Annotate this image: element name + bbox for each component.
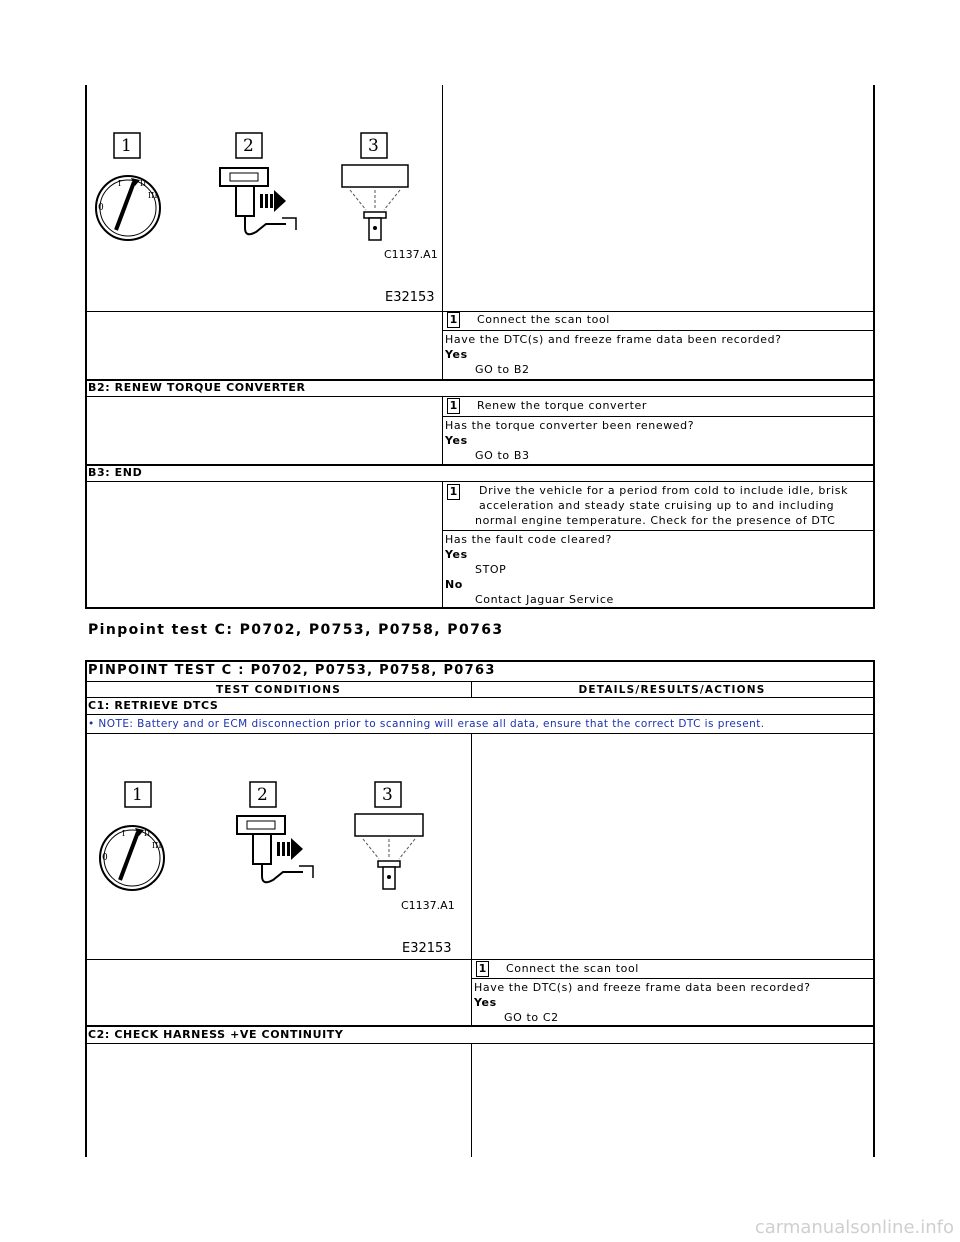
svg-text:III: III — [152, 841, 162, 850]
svg-text:II: II — [140, 179, 147, 188]
no-label: No — [445, 578, 463, 591]
c2-header: C2: CHECK HARNESS +VE CONTINUITY — [88, 1028, 344, 1041]
figure-number-1: 1 — [132, 785, 143, 805]
step-number-box: 1 — [447, 484, 460, 500]
figure-subcode: C1137.A1 — [384, 248, 438, 261]
svg-text:0: 0 — [98, 203, 104, 213]
column-divider — [471, 1043, 472, 1157]
c1-header: C1: RETRIEVE DTCS — [88, 699, 219, 712]
question-text: Have the DTC(s) and freeze frame data been recorded? — [445, 333, 782, 346]
figure-number-2: 2 — [257, 785, 268, 805]
top-table-divider-3 — [442, 481, 443, 608]
step-text: Renew the torque converter — [477, 399, 648, 412]
scan-tool-figure — [102, 772, 465, 960]
row-line — [85, 481, 875, 482]
row-line — [85, 697, 875, 698]
svg-text:0: 0 — [102, 853, 108, 863]
step-text: Connect the scan tool — [506, 962, 639, 975]
yes-label: Yes — [445, 348, 468, 361]
figure-number-3: 3 — [382, 785, 393, 805]
row-line — [85, 959, 875, 960]
svg-text:I: I — [118, 179, 122, 188]
scan-tool-figure — [88, 120, 440, 308]
step-number-box: 1 — [447, 398, 460, 414]
yes-action: GO to C2 — [504, 1011, 559, 1024]
row-line — [471, 978, 875, 979]
row-line — [85, 464, 875, 466]
step-number-box: 1 — [447, 312, 460, 328]
yes-label: Yes — [474, 996, 497, 1009]
question-text: Have the DTC(s) and freeze frame data been recorded? — [474, 981, 811, 994]
row-line — [85, 311, 875, 312]
scan-tool-illustration — [88, 120, 440, 308]
column-header-test-conditions: TEST CONDITIONS — [215, 684, 342, 696]
svg-text:III: III — [148, 191, 158, 200]
row-line — [85, 733, 875, 734]
column-divider — [471, 733, 472, 1025]
row-line — [85, 607, 875, 609]
no-action: Contact Jaguar Service — [475, 593, 614, 606]
figure-number-3: 3 — [368, 136, 379, 156]
row-line — [442, 530, 875, 531]
row-line — [85, 714, 875, 715]
step-text-line-1: Drive the vehicle for a period from cold to include idle, brisk — [479, 484, 849, 497]
figure-number-2: 2 — [243, 136, 254, 156]
figure-number-1: 1 — [121, 136, 132, 156]
top-table-divider-2 — [442, 396, 443, 465]
row-line — [85, 396, 875, 397]
step-number-box: 1 — [476, 961, 489, 977]
yes-action: STOP — [475, 563, 507, 576]
top-table-left-border — [85, 85, 87, 608]
top-table-divider-1 — [442, 85, 443, 380]
row-line — [85, 1043, 875, 1044]
row-line — [85, 1025, 875, 1027]
step-text-line-3: normal engine temperature. Check for the presence of DTC — [475, 514, 836, 527]
row-line — [85, 660, 875, 662]
figure-code: E32153 — [402, 941, 452, 956]
question-text: Has the fault code cleared? — [445, 533, 612, 546]
bottom-table-left-border — [85, 660, 87, 1157]
c1-note: • NOTE: Battery and or ECM disconnection prior to scanning will erase all data, ensure that the correct DTC is present. — [88, 718, 765, 730]
figure-code: E32153 — [385, 290, 435, 305]
bottom-table-right-border — [873, 660, 875, 1157]
figure-subcode: C1137.A1 — [401, 899, 455, 912]
b3-header: B3: END — [88, 466, 143, 479]
section-title: Pinpoint test C: P0702, P0753, P0758, P0763 — [88, 622, 504, 638]
row-line — [442, 416, 875, 417]
question-text: Has the torque converter been renewed? — [445, 419, 695, 432]
svg-text:II: II — [144, 829, 151, 838]
step-text: Connect the scan tool — [477, 313, 610, 326]
yes-action: GO to B2 — [475, 363, 530, 376]
row-line — [85, 681, 875, 682]
scan-tool-illustration — [102, 772, 465, 960]
footer-watermark: carmanualsonline.info — [754, 1217, 954, 1238]
svg-text:I: I — [122, 829, 126, 838]
yes-label: Yes — [445, 434, 468, 447]
b2-header: B2: RENEW TORQUE CONVERTER — [88, 381, 306, 394]
step-text-line-2: acceleration and steady state cruising up to and including — [479, 499, 835, 512]
column-header-details: DETAILS/RESULTS/ACTIONS — [578, 684, 766, 696]
row-line — [442, 330, 875, 331]
yes-label: Yes — [445, 548, 468, 561]
yes-action: GO to B3 — [475, 449, 530, 462]
table-title: PINPOINT TEST C : P0702, P0753, P0758, P0763 — [88, 663, 496, 678]
